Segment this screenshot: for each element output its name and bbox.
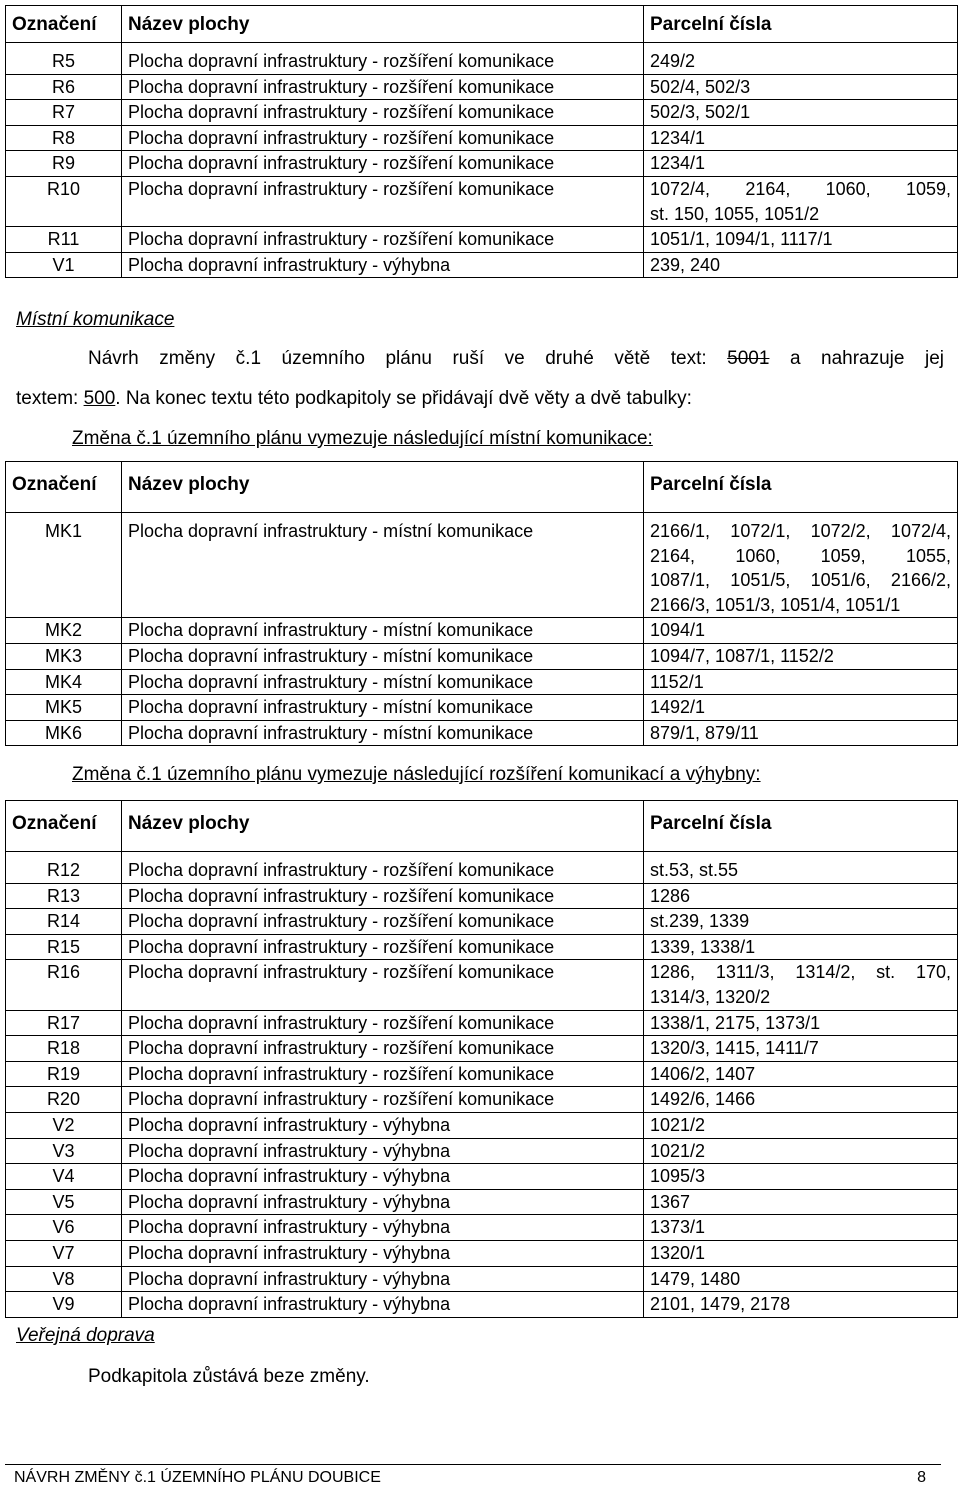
header-parcels: Parcelní čísla bbox=[644, 801, 958, 852]
cell-parcels bbox=[644, 43, 958, 75]
cell-parcels bbox=[644, 1215, 958, 1241]
cell-parcels bbox=[644, 252, 958, 278]
parcel-line: st.239, 1339 bbox=[650, 911, 750, 932]
cell-designation: R16 bbox=[6, 960, 122, 1010]
cell-area-name: Plocha dopravní infrastruktury - rozšíření komunikace bbox=[122, 883, 644, 909]
cell-parcels bbox=[644, 909, 958, 935]
parcel-line: 1087/1, 1051/5, 1051/6, 2166/2, bbox=[650, 570, 951, 591]
table-row bbox=[6, 960, 958, 1010]
header-area-name: Název plochy bbox=[122, 462, 644, 513]
parcel-line: 1492/6, 1466 bbox=[650, 1089, 756, 1110]
subheading-local-roads: Změna č.1 územního plánu vymezuje následující místní komunikace: bbox=[72, 428, 653, 449]
section-heading-public-transport: Veřejná doprava bbox=[16, 1325, 155, 1346]
table-row bbox=[6, 1292, 958, 1318]
cell-designation: R6 bbox=[6, 74, 122, 100]
parcel-line: 1492/1 bbox=[650, 697, 706, 718]
table-row bbox=[6, 1112, 958, 1138]
cell-parcels bbox=[644, 1036, 958, 1062]
cell-area-name: Plocha dopravní infrastruktury - výhybna bbox=[122, 1189, 644, 1215]
cell-area-name: Plocha dopravní infrastruktury - rozšíření komunikace bbox=[122, 151, 644, 177]
parcel-line: 2101, 1479, 2178 bbox=[650, 1294, 791, 1315]
header-designation: Označení bbox=[6, 6, 122, 43]
cell-area-name: Plocha dopravní infrastruktury - rozšíření komunikace bbox=[122, 909, 644, 935]
cell-designation: R5 bbox=[6, 43, 122, 75]
cell-area-name: Plocha dopravní infrastruktury - rozšíření komunikace bbox=[122, 176, 644, 226]
table-row bbox=[6, 100, 958, 126]
parcel-line: 1367 bbox=[650, 1191, 691, 1212]
cell-parcels bbox=[644, 960, 958, 1010]
cell-area-name: Plocha dopravní infrastruktury - rozšíření komunikace bbox=[122, 227, 644, 253]
cell-area-name: Plocha dopravní infrastruktury - rozšíření komunikace bbox=[122, 100, 644, 126]
table-row bbox=[6, 176, 958, 226]
table-local-roads bbox=[5, 461, 958, 746]
cell-parcels bbox=[644, 1010, 958, 1036]
cell-area-name: Plocha dopravní infrastruktury - místní komunikace bbox=[122, 618, 644, 644]
table-row bbox=[6, 1240, 958, 1266]
cell-designation: R9 bbox=[6, 151, 122, 177]
parcel-line: 1051/1, 1094/1, 1117/1 bbox=[650, 229, 833, 250]
table-row bbox=[6, 1010, 958, 1036]
parcel-line: 1479, 1480 bbox=[650, 1268, 741, 1289]
cell-area-name: Plocha dopravní infrastruktury - výhybna bbox=[122, 1266, 644, 1292]
table-row bbox=[6, 1061, 958, 1087]
cell-designation: R12 bbox=[6, 852, 122, 884]
cell-parcels bbox=[644, 74, 958, 100]
parcel-line: 1314/3, 1320/2 bbox=[650, 986, 771, 1007]
table-row bbox=[6, 1189, 958, 1215]
cell-parcels bbox=[644, 1138, 958, 1164]
cell-parcels bbox=[644, 1240, 958, 1266]
section-paragraph-line2 bbox=[16, 386, 692, 412]
parcel-line: 1286, 1311/3, 1314/2, st. 170, bbox=[650, 962, 951, 983]
parcel-line: 1338/1, 2175, 1373/1 bbox=[650, 1012, 821, 1033]
table-row bbox=[6, 909, 958, 935]
cell-designation: R17 bbox=[6, 1010, 122, 1036]
table-row bbox=[6, 252, 958, 278]
cell-parcels bbox=[644, 618, 958, 644]
cell-area-name: Plocha dopravní infrastruktury - místní komunikace bbox=[122, 643, 644, 669]
cell-designation: V5 bbox=[6, 1189, 122, 1215]
parcel-line: 1072/4, 2164, 1060, 1059, bbox=[650, 178, 951, 199]
cell-parcels bbox=[644, 669, 958, 695]
table-row bbox=[6, 720, 958, 746]
cell-area-name: Plocha dopravní infrastruktury - místní komunikace bbox=[122, 695, 644, 721]
table-row bbox=[6, 1164, 958, 1190]
table-row bbox=[6, 43, 958, 75]
cell-designation: MK1 bbox=[6, 513, 122, 618]
parcel-line: 1094/7, 1087/1, 1152/2 bbox=[650, 645, 834, 666]
cell-area-name: Plocha dopravní infrastruktury - místní komunikace bbox=[122, 669, 644, 695]
cell-parcels bbox=[644, 176, 958, 226]
cell-area-name: Plocha dopravní infrastruktury - rozšíření komunikace bbox=[122, 1036, 644, 1062]
cell-area-name: Plocha dopravní infrastruktury - výhybna bbox=[122, 252, 644, 278]
cell-parcels bbox=[644, 852, 958, 884]
cell-area-name: Plocha dopravní infrastruktury - místní komunikace bbox=[122, 720, 644, 746]
header-area-name: Název plochy bbox=[122, 6, 644, 43]
cell-parcels bbox=[644, 1087, 958, 1113]
table-header-row bbox=[6, 801, 958, 852]
parcel-line: 1021/2 bbox=[650, 1140, 706, 1161]
cell-designation: V4 bbox=[6, 1164, 122, 1190]
cell-parcels bbox=[644, 100, 958, 126]
paragraph-text-c: textem: bbox=[16, 388, 84, 409]
parcel-line: 239, 240 bbox=[650, 254, 721, 275]
parcel-line: 1339, 1338/1 bbox=[650, 936, 756, 957]
cell-parcels bbox=[644, 1189, 958, 1215]
cell-parcels bbox=[644, 227, 958, 253]
cell-parcels bbox=[644, 883, 958, 909]
cell-designation: R15 bbox=[6, 934, 122, 960]
cell-area-name: Plocha dopravní infrastruktury - výhybna bbox=[122, 1292, 644, 1318]
table-header-row bbox=[6, 462, 958, 513]
cell-designation: R7 bbox=[6, 100, 122, 126]
cell-designation: V3 bbox=[6, 1138, 122, 1164]
cell-designation: R18 bbox=[6, 1036, 122, 1062]
cell-area-name: Plocha dopravní infrastruktury - výhybna bbox=[122, 1138, 644, 1164]
parcel-line: 1320/1 bbox=[650, 1242, 706, 1263]
cell-designation: R13 bbox=[6, 883, 122, 909]
subheading-widening: Změna č.1 územního plánu vymezuje následující rozšíření komunikací a výhybny: bbox=[72, 764, 761, 785]
parcel-line: 502/3, 502/1 bbox=[650, 102, 751, 123]
parcel-line: 1406/2, 1407 bbox=[650, 1063, 756, 1084]
section-public-text: Podkapitola zůstává beze změny. bbox=[88, 1366, 370, 1387]
table-row bbox=[6, 513, 958, 618]
table-row bbox=[6, 151, 958, 177]
cell-designation: V2 bbox=[6, 1112, 122, 1138]
parcel-line: 1234/1 bbox=[650, 153, 706, 174]
cell-area-name: Plocha dopravní infrastruktury - rozšíření komunikace bbox=[122, 852, 644, 884]
cell-designation: R8 bbox=[6, 125, 122, 151]
footer-title: NÁVRH ZMĚNY č.1 ÚZEMNÍHO PLÁNU DOUBICE bbox=[14, 1469, 381, 1486]
cell-area-name: Plocha dopravní infrastruktury - výhybna bbox=[122, 1215, 644, 1241]
cell-designation: MK5 bbox=[6, 695, 122, 721]
cell-area-name: Plocha dopravní infrastruktury - rozšíření komunikace bbox=[122, 125, 644, 151]
header-designation: Označení bbox=[6, 801, 122, 852]
cell-designation: V7 bbox=[6, 1240, 122, 1266]
table-row bbox=[6, 227, 958, 253]
cell-parcels bbox=[644, 934, 958, 960]
cell-area-name: Plocha dopravní infrastruktury - rozšíření komunikace bbox=[122, 43, 644, 75]
struck-text: 5001 bbox=[727, 348, 770, 369]
cell-parcels bbox=[644, 151, 958, 177]
parcel-line: 2166/1, 1072/1, 1072/2, 1072/4, bbox=[650, 521, 951, 541]
cell-area-name: Plocha dopravní infrastruktury - výhybna bbox=[122, 1164, 644, 1190]
parcel-line: 1320/3, 1415, 1411/7 bbox=[650, 1038, 819, 1059]
parcel-line: 502/4, 502/3 bbox=[650, 76, 751, 97]
cell-parcels bbox=[644, 1112, 958, 1138]
cell-area-name: Plocha dopravní infrastruktury - místní komunikace bbox=[122, 513, 644, 618]
table-row bbox=[6, 852, 958, 884]
footer-rule bbox=[5, 1464, 941, 1465]
parcel-line: st. 150, 1055, 1051/2 bbox=[650, 203, 820, 224]
page-footer bbox=[14, 1467, 926, 1489]
cell-parcels bbox=[644, 125, 958, 151]
parcel-line: 1152/1 bbox=[650, 671, 704, 692]
section-paragraph-line1 bbox=[88, 346, 944, 372]
cell-designation: R10 bbox=[6, 176, 122, 226]
paragraph-text-d: . Na konec textu této podkapitoly se přidávají dvě věty a dvě tabulky: bbox=[115, 388, 692, 409]
parcel-line: 879/1, 879/11 bbox=[650, 722, 759, 743]
paragraph-text-a: Návrh změny č.1 územního plánu ruší ve druhé větě text: bbox=[88, 348, 728, 369]
header-parcels: Parcelní čísla bbox=[644, 6, 958, 43]
page-number: 8 bbox=[917, 1469, 926, 1486]
parcel-line: 1234/1 bbox=[650, 127, 706, 148]
cell-area-name: Plocha dopravní infrastruktury - rozšíření komunikace bbox=[122, 1010, 644, 1036]
table-row bbox=[6, 934, 958, 960]
cell-parcels bbox=[644, 695, 958, 721]
parcel-line: st.53, st.55 bbox=[650, 860, 739, 880]
cell-area-name: Plocha dopravní infrastruktury - rozšíření komunikace bbox=[122, 1087, 644, 1113]
cell-parcels bbox=[644, 1164, 958, 1190]
cell-designation: V6 bbox=[6, 1215, 122, 1241]
cell-designation: V9 bbox=[6, 1292, 122, 1318]
cell-area-name: Plocha dopravní infrastruktury - rozšíření komunikace bbox=[122, 934, 644, 960]
cell-area-name: Plocha dopravní infrastruktury - rozšíření komunikace bbox=[122, 74, 644, 100]
table-row bbox=[6, 618, 958, 644]
parcel-line: 1286 bbox=[650, 885, 691, 906]
table-row bbox=[6, 1138, 958, 1164]
table-row bbox=[6, 74, 958, 100]
table-row bbox=[6, 1036, 958, 1062]
cell-designation: R14 bbox=[6, 909, 122, 935]
cell-parcels bbox=[644, 1292, 958, 1318]
header-designation: Označení bbox=[6, 462, 122, 513]
parcel-line: 2166/3, 1051/3, 1051/4, 1051/1 bbox=[650, 594, 901, 615]
cell-parcels bbox=[644, 720, 958, 746]
parcel-line: 1094/1 bbox=[650, 620, 706, 641]
table-row bbox=[6, 883, 958, 909]
cell-parcels bbox=[644, 1266, 958, 1292]
cell-designation: MK6 bbox=[6, 720, 122, 746]
paragraph-text-b: a nahrazuje jej bbox=[769, 348, 944, 369]
table-row bbox=[6, 643, 958, 669]
section-heading-local-roads: Místní komunikace bbox=[16, 309, 175, 330]
table-row bbox=[6, 125, 958, 151]
table-row bbox=[6, 1087, 958, 1113]
table-widening-2 bbox=[5, 800, 958, 1318]
table-widening-1 bbox=[5, 5, 958, 278]
cell-area-name: Plocha dopravní infrastruktury - rozšíření komunikace bbox=[122, 1061, 644, 1087]
cell-designation: MK2 bbox=[6, 618, 122, 644]
header-area-name: Název plochy bbox=[122, 801, 644, 852]
cell-designation: V1 bbox=[6, 252, 122, 278]
cell-designation: MK4 bbox=[6, 669, 122, 695]
parcel-line: 1021/2 bbox=[650, 1114, 706, 1135]
header-parcels: Parcelní čísla bbox=[644, 462, 958, 513]
cell-designation: R20 bbox=[6, 1087, 122, 1113]
cell-designation: MK3 bbox=[6, 643, 122, 669]
table-row bbox=[6, 1266, 958, 1292]
cell-designation: R19 bbox=[6, 1061, 122, 1087]
replacement-text: 500 bbox=[83, 388, 116, 409]
parcel-line: 249/2 bbox=[650, 51, 696, 71]
table-row bbox=[6, 669, 958, 695]
cell-area-name: Plocha dopravní infrastruktury - výhybna bbox=[122, 1240, 644, 1266]
cell-designation: R11 bbox=[6, 227, 122, 253]
cell-parcels bbox=[644, 513, 958, 618]
parcel-line: 1373/1 bbox=[650, 1217, 706, 1238]
cell-area-name: Plocha dopravní infrastruktury - výhybna bbox=[122, 1112, 644, 1138]
table-row bbox=[6, 1215, 958, 1241]
parcel-line: 2164, 1060, 1059, 1055, bbox=[650, 545, 951, 566]
cell-designation: V8 bbox=[6, 1266, 122, 1292]
parcel-line: 1095/3 bbox=[650, 1166, 706, 1187]
cell-parcels bbox=[644, 1061, 958, 1087]
table-row bbox=[6, 695, 958, 721]
cell-parcels bbox=[644, 643, 958, 669]
cell-area-name: Plocha dopravní infrastruktury - rozšíření komunikace bbox=[122, 960, 644, 1010]
table-header-row bbox=[6, 6, 958, 43]
